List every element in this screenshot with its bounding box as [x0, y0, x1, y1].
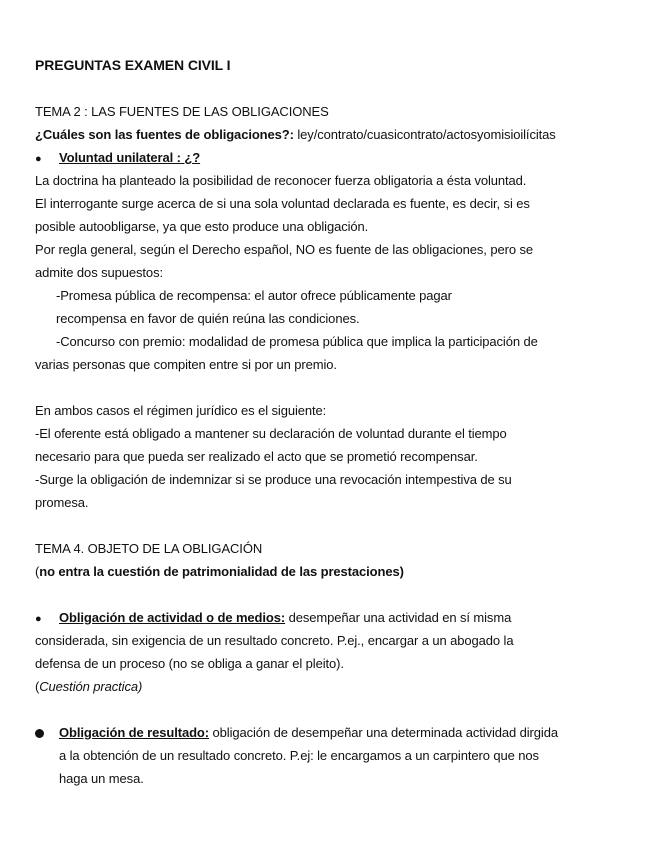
- question-answer: ley/contrato/cuasicontrato/actosyomisioilícitas: [293, 127, 556, 142]
- resultado-line3: haga un mesa.: [59, 771, 144, 786]
- actividad-bullet: [35, 609, 511, 628]
- regime1-line1: -El oferente está obligado a mantener su declaración de voluntad durante el tiempo: [35, 426, 507, 441]
- subheading-text: no entra la cuestión de patrimonialidad de las prestaciones): [39, 564, 404, 579]
- case2-line2: varias personas que compiten entre si por un premio.: [35, 357, 337, 372]
- subheading-open-paren: (: [35, 564, 40, 579]
- note-open-paren: (: [35, 679, 40, 694]
- para1-line2: El interrogante surge acerca de si una sola voluntad declarada es fuente, es decir, si es: [35, 196, 530, 211]
- tema4-heading: TEMA 4. OBJETO DE LA OBLIGACIÓN: [35, 541, 263, 556]
- actividad-line3: defensa de un proceso (no se obliga a ganar el pleito).: [35, 656, 344, 671]
- tema2-question: [35, 126, 556, 144]
- bullet-icon: ●: [35, 153, 42, 165]
- actividad-note: [35, 678, 142, 696]
- para2-line2: admite dos supuestos:: [35, 265, 163, 280]
- question-label: ¿Cuáles son las fuentes de obligaciones?:: [35, 127, 294, 142]
- document-title: PREGUNTAS EXAMEN CIVIL I: [35, 57, 231, 73]
- resultado-label: Obligación de resultado:: [59, 725, 210, 740]
- regime1-line2: necesario para que pueda ser realizado el acto que se prometió recompensar.: [35, 449, 478, 464]
- regime2-line2: promesa.: [35, 495, 89, 510]
- para1-line3: posible autoobligarse, ya que esto produce una obligación.: [35, 219, 369, 234]
- resultado-line2: a la obtención de un resultado concreto. P.ej: le encargamos a un carpintero que nos: [59, 748, 539, 763]
- note-text: Cuestión practica): [39, 679, 143, 694]
- case2-line1: -Concurso con premio: modalidad de promesa pública que implica la participación de: [56, 334, 538, 349]
- actividad-line2: considerada, sin exigencia de un resultado concreto. P.ej., encargar a un abogado la: [35, 633, 514, 648]
- para1-line1: La doctrina ha planteado la posibilidad de reconocer fuerza obligatoria a ésta voluntad.: [35, 173, 527, 188]
- case1-line2: recompensa en favor de quién reúna las condiciones.: [56, 311, 360, 326]
- large-bullet-icon: [35, 729, 44, 738]
- para2-line1: Por regla general, según el Derecho español, NO es fuente de las obligaciones, pero se: [35, 242, 533, 257]
- tema2-heading: TEMA 2 : LAS FUENTES DE LAS OBLIGACIONES: [35, 104, 329, 119]
- regime2-line1: -Surge la obligación de indemnizar si se produce una revocación intempestiva de su: [35, 472, 512, 487]
- regime-intro: En ambos casos el régimen jurídico es el siguiente:: [35, 403, 327, 418]
- bullet-icon: ●: [35, 613, 42, 625]
- tema4-subheading: [35, 563, 404, 581]
- case1-line1: -Promesa pública de recompensa: el autor ofrece públicamente pagar: [56, 288, 452, 303]
- actividad-line1: desempeñar una actividad en sí misma: [285, 610, 512, 625]
- voluntad-unilateral-bullet: [35, 149, 200, 168]
- voluntad-unilateral-label: Voluntad unilateral : ¿?: [59, 150, 201, 165]
- resultado-line1: obligación de desempeñar una determinada actividad dirgida: [209, 725, 558, 740]
- resultado-bullet: [59, 724, 558, 742]
- actividad-label: Obligación de actividad o de medios:: [59, 610, 286, 625]
